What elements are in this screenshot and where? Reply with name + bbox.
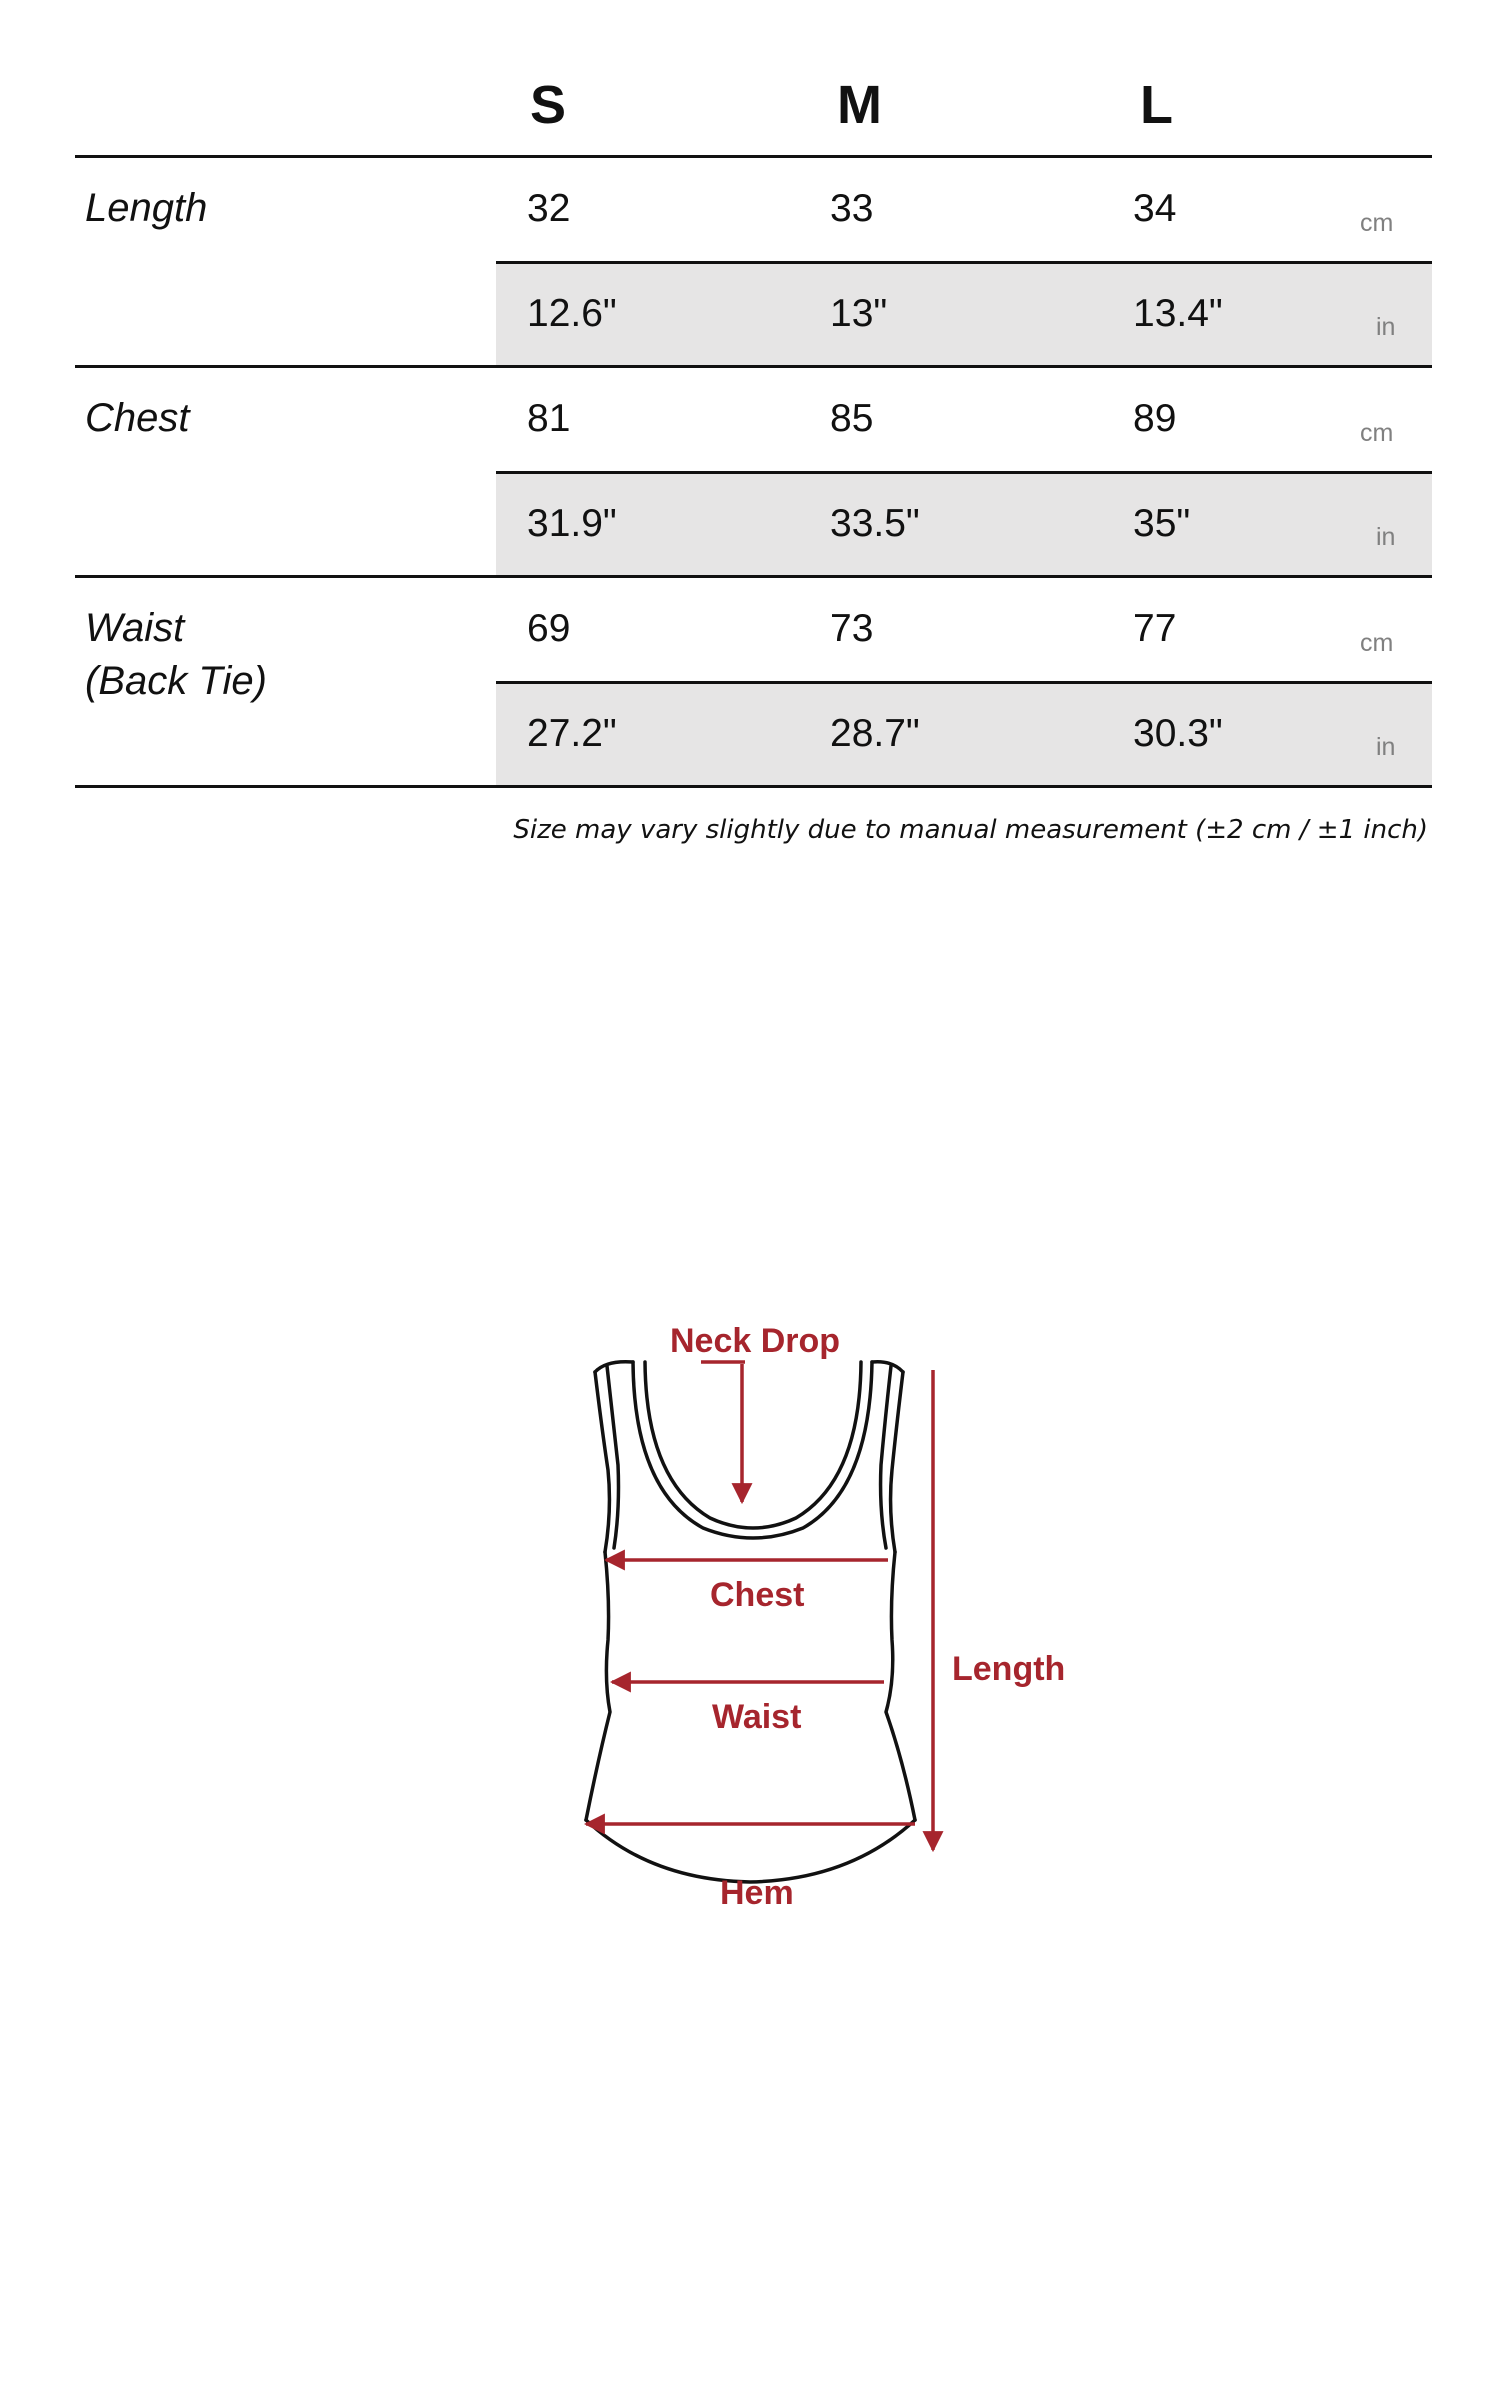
size-header-m: M	[837, 75, 882, 135]
chest-cm-unit: cm	[1360, 419, 1394, 447]
length-in-l: 13.4"	[1133, 292, 1223, 335]
waist-in-unit: in	[1376, 733, 1396, 761]
tank-top-illustration	[570, 1300, 1090, 1940]
length-label: Length	[952, 1650, 1066, 1688]
chest-label: Chest	[710, 1576, 805, 1614]
waist-cm-m: 73	[830, 607, 874, 650]
waist-label: Waist	[712, 1698, 802, 1736]
row-label-length-line: Length	[85, 186, 208, 230]
chest-row-divider	[496, 471, 1432, 474]
waist-cm-unit: cm	[1360, 629, 1394, 657]
length-in-unit: in	[1376, 313, 1396, 341]
chest-cm-m: 85	[830, 397, 874, 440]
chest-cm-s: 81	[527, 397, 571, 440]
waist-cm-l: 77	[1133, 607, 1177, 650]
length-in-band	[496, 263, 1432, 365]
waist-row-divider	[496, 681, 1432, 684]
row-label-waist-line-2: (Back Tie)	[85, 659, 267, 703]
size-chart-table	[75, 0, 1432, 870]
chest-in-m: 33.5"	[830, 502, 920, 545]
tank-top-measurement-diagram	[570, 1300, 1090, 1940]
length-cm-s: 32	[527, 187, 571, 230]
tank-top-outline	[586, 1362, 915, 1882]
length-cm-l: 34	[1133, 187, 1177, 230]
chest-in-unit: in	[1376, 523, 1396, 551]
waist-section-divider	[75, 575, 1432, 578]
neck-drop-label: Neck Drop	[670, 1322, 841, 1360]
row-label-length	[85, 182, 207, 235]
chest-in-band	[496, 473, 1432, 575]
length-row-divider	[496, 261, 1432, 264]
chest-in-s: 31.9"	[527, 502, 617, 545]
waist-in-l: 30.3"	[1133, 712, 1223, 755]
length-cm-unit: cm	[1360, 209, 1394, 237]
size-header-l: L	[1140, 75, 1173, 135]
row-label-chest	[85, 392, 190, 445]
chest-section-divider	[75, 365, 1432, 368]
size-header-s: S	[530, 75, 567, 135]
row-label-waist-line-1: Waist	[85, 606, 185, 650]
table-bottom-divider	[75, 785, 1432, 788]
length-in-s: 12.6"	[527, 292, 617, 335]
waist-in-band	[496, 683, 1432, 785]
measurement-note: Size may vary slightly due to manual measurement (±2 cm / ±1 inch)	[513, 815, 1428, 845]
waist-in-m: 28.7"	[830, 712, 920, 755]
waist-cm-s: 69	[527, 607, 571, 650]
chest-cm-l: 89	[1133, 397, 1177, 440]
waist-in-s: 27.2"	[527, 712, 617, 755]
table-header-divider	[75, 155, 1432, 158]
chest-in-l: 35"	[1133, 502, 1191, 545]
row-label-chest-line: Chest	[85, 396, 190, 440]
row-label-waist	[85, 602, 267, 708]
length-cm-m: 33	[830, 187, 874, 230]
hem-label: Hem	[720, 1874, 794, 1912]
length-in-m: 13"	[830, 292, 888, 335]
